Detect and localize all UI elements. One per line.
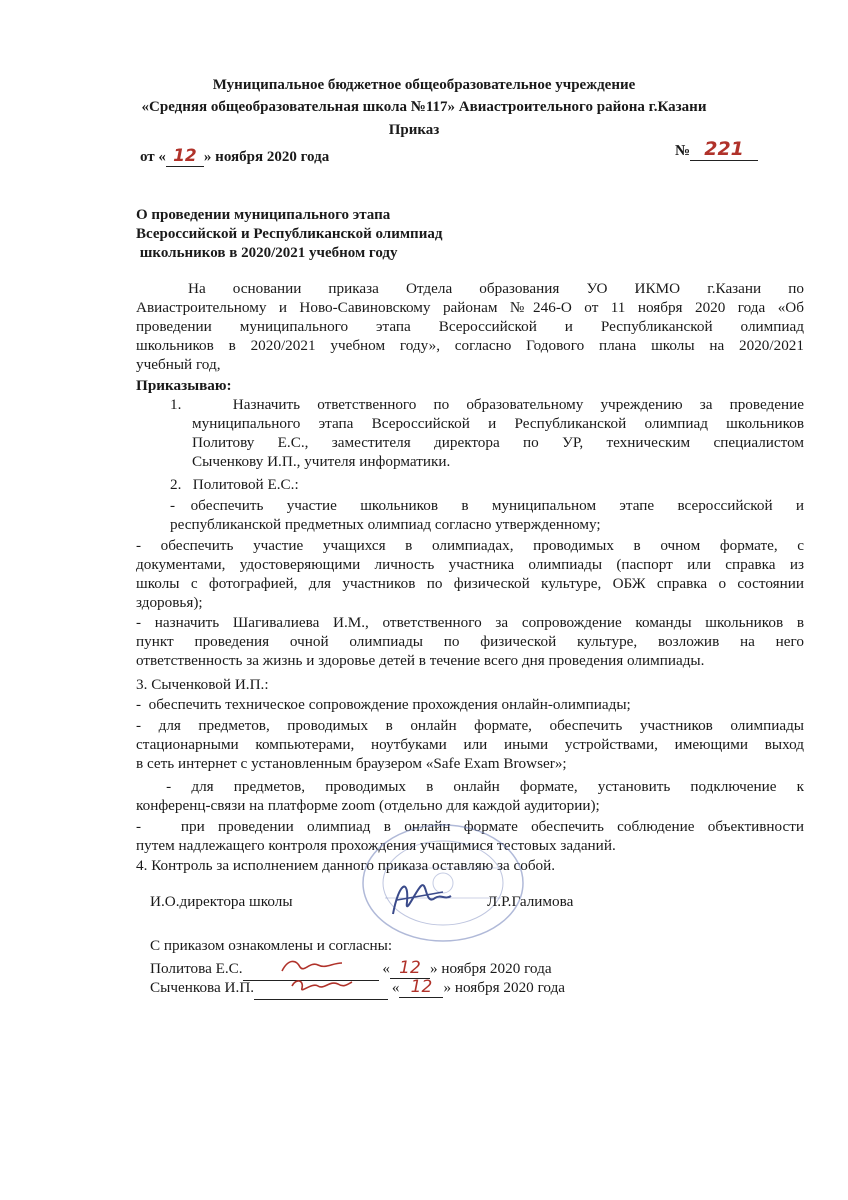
item1-line: муниципального этапа Всероссийской и Республиканской олимпиад школьников — [192, 415, 804, 432]
item3-line: - обеспечить техническое сопровождение прохождения онлайн-олимпиады; — [136, 696, 631, 713]
item2-line: пункт проведения очной олимпиады по физической культуре, возложив на него — [136, 633, 804, 650]
item3-line: - при проведении олимпиад в онлайн формате обеспечить соблюдение объективности — [136, 818, 804, 835]
item1-line: 1. Назначить ответственного по образовательному учреждению за проведение — [170, 396, 804, 413]
ack-date-suffix: » ноября 2020 года — [430, 960, 552, 977]
ack-quote: « — [391, 979, 400, 996]
intro-line: проведении муниципального этапа Всероссийской и Республиканской олимпиад — [136, 318, 804, 335]
intro-line: На основании приказа Отдела образования УО ИКМО г.Казани по — [188, 280, 804, 297]
signature-name: Л.Р.Галимова — [487, 893, 574, 910]
intro-line: школьников в 2020/2021 учебном году», согласно Годового плана школы на 2020/2021 — [136, 337, 804, 354]
institution-name-line2: «Средняя общеобразовательная школа №117» Авиастроительного района г.Казани — [141, 99, 707, 115]
item2-line: документами, удостоверяющими личность участника олимпиады (паспорт или справка из — [136, 556, 804, 573]
item3-line: путем надлежащего контроля прохождения учащимися тестовых заданий. — [136, 837, 616, 854]
signature-politova — [276, 957, 346, 975]
institution-name-line1: Муниципальное бюджетное общеобразовательное учреждение — [212, 77, 636, 93]
item2-line: республиканской предметных олимпиад согласно утвержденному; — [170, 516, 601, 533]
item2-line: здоровья); — [136, 594, 203, 611]
item2-line: школы с фотографией, для участников по физической культуре, ОБЖ справка о состоянии — [136, 575, 804, 592]
item3-heading: 3. Сыченковой И.П.: — [136, 676, 269, 693]
director-signature — [385, 872, 455, 922]
item4: 4. Контроль за исполнением данного приказа оставляю за собой. — [136, 857, 556, 874]
item2-heading: 2. Политовой Е.С.: — [170, 476, 299, 493]
item2-line: ответственность за жизнь и здоровье детей в течение всего дня проведения олимпиады. — [136, 652, 705, 669]
ack-quote: « — [382, 960, 390, 977]
ack-row-sychenkova — [150, 974, 565, 998]
item3-line: в сеть интернет с установленным браузером «Safe Exam Browser»; — [136, 755, 567, 772]
item3-line: - для предметов, проводимых в онлайн формате, обеспечить участников олимпиады — [136, 717, 804, 734]
order-date — [140, 146, 329, 167]
order-number — [675, 138, 758, 161]
date-suffix: » ноября 2020 года — [203, 149, 330, 165]
item3-line: конференц-связи на платформе zoom (отдельно для каждой аудитории); — [136, 797, 600, 814]
item2-line: - обеспечить участие школьников в муниципальном этапе всероссийской и — [170, 497, 804, 514]
acknowledgement-heading: С приказом ознакомлены и согласны: — [150, 937, 393, 954]
item2-line: - назначить Шагивалиева И.М., ответственного за сопровождение команды школьников в — [136, 614, 804, 631]
date-day-handwritten: 12 — [173, 146, 197, 166]
document-type: Приказ — [388, 122, 440, 138]
ack-date-suffix: » ноября 2020 года — [443, 979, 566, 996]
order-number-handwritten: 221 — [704, 138, 744, 160]
item3-line: стационарными компьютерами, ноутбуками или иными устройствами, имеющими выход — [136, 736, 804, 753]
signature-sychenkova — [286, 976, 356, 994]
intro-line: Авиастроительному и Ново-Савиновскому районам №246-О от 11 ноября 2020 года «Об — [136, 299, 804, 316]
title-line3: школьников в 2020/2021 учебном году — [136, 245, 398, 261]
ack-name: Сыченкова И.П. — [150, 979, 255, 996]
ack-day-handwritten: 12 — [399, 958, 421, 978]
item3-line: - для предметов, проводимых в онлайн формате, установить подключение к — [136, 778, 804, 795]
ack-name: Политова Е.С. — [150, 960, 243, 977]
date-prefix: от « — [140, 149, 166, 165]
number-label: № — [675, 143, 691, 159]
title-line2: Всероссийской и Республиканской олимпиад — [136, 226, 443, 242]
item1-line: Политову Е.С., заместителя директора по УР, техническим специалистом — [192, 434, 804, 451]
order-word: Приказываю: — [136, 377, 232, 394]
signature-position: И.О.директора школы — [150, 893, 293, 910]
intro-line: учебный год, — [136, 356, 221, 373]
ack-day-handwritten: 12 — [410, 977, 433, 997]
item2-line: - обеспечить участие учащихся в олимпиадах, проводимых в очном формате, с — [136, 537, 804, 554]
item1-line: Сыченкову И.П., учителя информатики. — [192, 453, 451, 470]
title-line1: О проведении муниципального этапа — [136, 207, 391, 223]
